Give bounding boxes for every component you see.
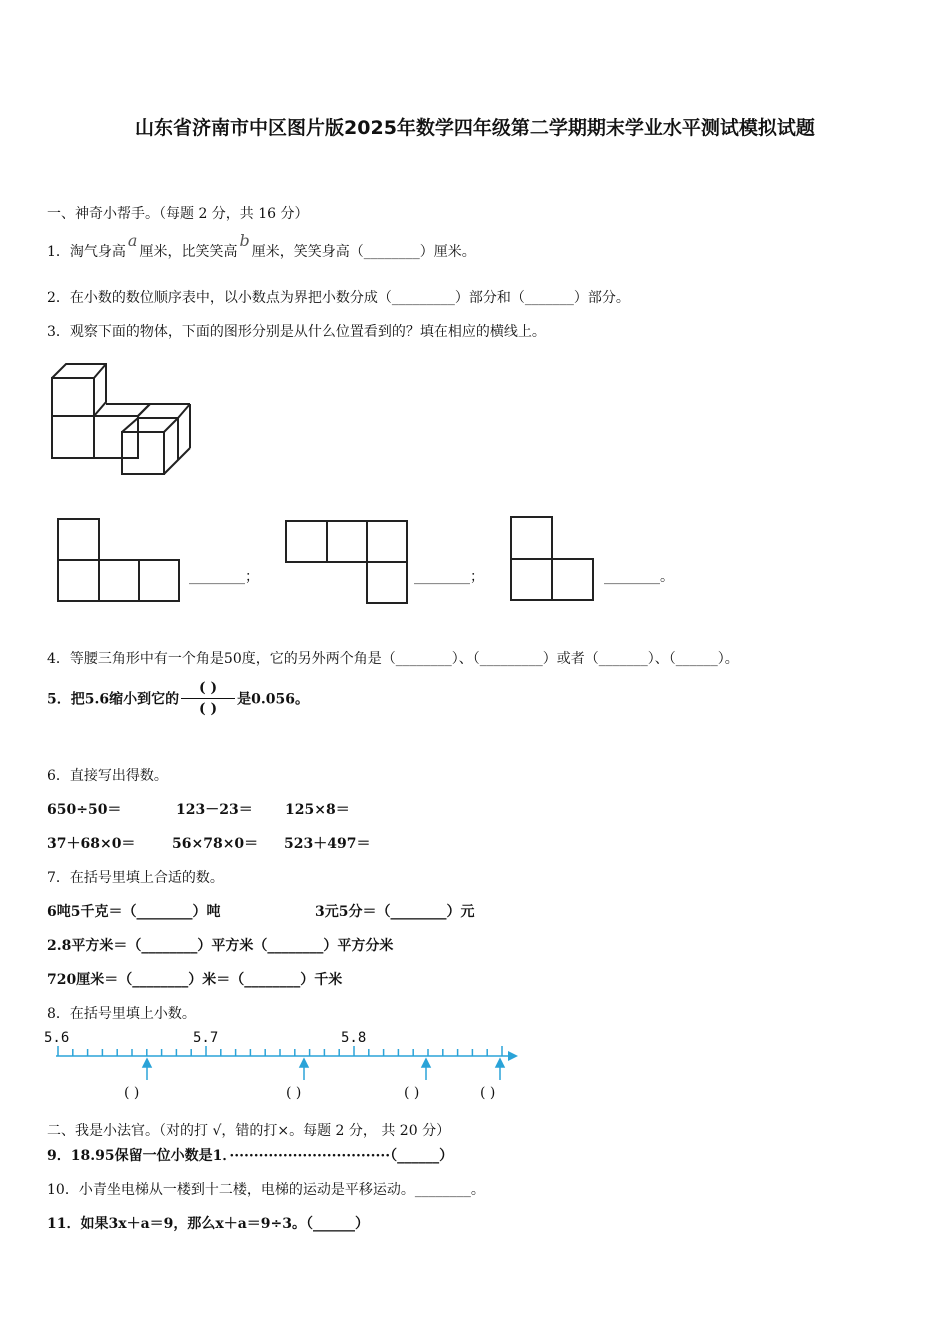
- question-7-heading: 7．在括号里填上合适的数。: [47, 870, 224, 886]
- calc-1: 650÷50＝: [47, 802, 122, 818]
- calc-2: 123－23＝: [176, 802, 253, 818]
- fraction-denominator[interactable]: ( ): [181, 698, 235, 717]
- q1-text-b: 厘米，比笑笑高: [139, 244, 238, 260]
- view-blank-3[interactable]: ________。: [604, 569, 674, 585]
- q5-text-a: 5．把5.6缩小到它的: [47, 691, 180, 708]
- q5-text-b: 是0.056。: [237, 691, 309, 708]
- page-title: 山东省济南市中区图片版2025年数学四年级第二学期期末学业水平测试模拟试题: [135, 117, 815, 139]
- question-5: [47, 680, 309, 717]
- q7-line-1a: 6吨5千克＝（________）吨: [47, 904, 221, 920]
- q1-var-b: b: [239, 231, 250, 250]
- view-figure-3: [509, 515, 597, 603]
- number-line-label-3: 5.8: [341, 1030, 367, 1046]
- question-1: [47, 231, 476, 261]
- calc-4: 37＋68×0＝: [47, 836, 136, 852]
- q7-line-3: 720厘米＝（________）米＝（________）千米: [47, 972, 343, 988]
- question-4: 4．等腰三角形中有一个角是50度，它的另外两个角是（________）、（_________）或者（_______）、（______）。: [47, 651, 739, 667]
- fraction-numerator[interactable]: ( ): [199, 680, 218, 696]
- number-line-blank-3[interactable]: ( ): [404, 1085, 420, 1101]
- calc-5: 56×78×0＝: [172, 836, 259, 852]
- view-blank-2[interactable]: ________；: [414, 569, 484, 585]
- q1-text-c: 厘米，笑笑身高（________）厘米。: [251, 244, 476, 260]
- calc-3: 125×8＝: [285, 802, 350, 818]
- question-8-heading: 8．在括号里填上小数。: [47, 1006, 196, 1022]
- number-line-blank-4[interactable]: ( ): [480, 1085, 496, 1101]
- number-line-label-1: 5.6: [44, 1030, 70, 1046]
- question-11: 11．如果3x＋a＝9，那么x＋a＝9÷3。（______）: [47, 1216, 370, 1232]
- question-2: 2．在小数的数位顺序表中，以小数点为界把小数分成（_________）部分和（_______）部分。: [47, 290, 630, 306]
- view-figure-1: [56, 517, 182, 603]
- question-3: 3．观察下面的物体，下面的图形分别是从什么位置看到的？填在相应的横线上。: [47, 324, 546, 340]
- q5-fraction: [181, 680, 235, 717]
- calc-6: 523＋497＝: [284, 836, 371, 852]
- q1-var-a: a: [127, 231, 138, 250]
- view-figure-2: [284, 519, 410, 605]
- number-line-arrowhead: [508, 1051, 518, 1061]
- number-line-blank-2[interactable]: ( ): [286, 1085, 302, 1101]
- number-line-label-2: 5.7: [193, 1030, 219, 1046]
- number-line: [40, 1040, 530, 1084]
- q7-line-2: 2.8平方米＝（________）平方米（________）平方分米: [47, 938, 394, 954]
- q7-line-1b: 3元5分＝（________）元: [315, 904, 475, 920]
- view-blank-1[interactable]: ________；: [189, 569, 259, 585]
- number-line-blank-1[interactable]: ( ): [124, 1085, 140, 1101]
- question-6-heading: 6．直接写出得数。: [47, 768, 168, 784]
- question-9: 9．18.95保留一位小数是1．·································（______）: [47, 1148, 454, 1164]
- q1-text-a: 1．淘气身高: [47, 244, 126, 260]
- section2-heading: 二、我是小法官。（对的打 √，错的打×。每题 2 分， 共 20 分）: [47, 1123, 451, 1139]
- cube-stack-figure: [48, 360, 198, 480]
- section1-heading: 一、神奇小帮手。（每题 2 分，共 16 分）: [47, 206, 309, 222]
- question-10: 10．小青坐电梯从一楼到十二楼，电梯的运动是平移运动。________。: [47, 1182, 485, 1198]
